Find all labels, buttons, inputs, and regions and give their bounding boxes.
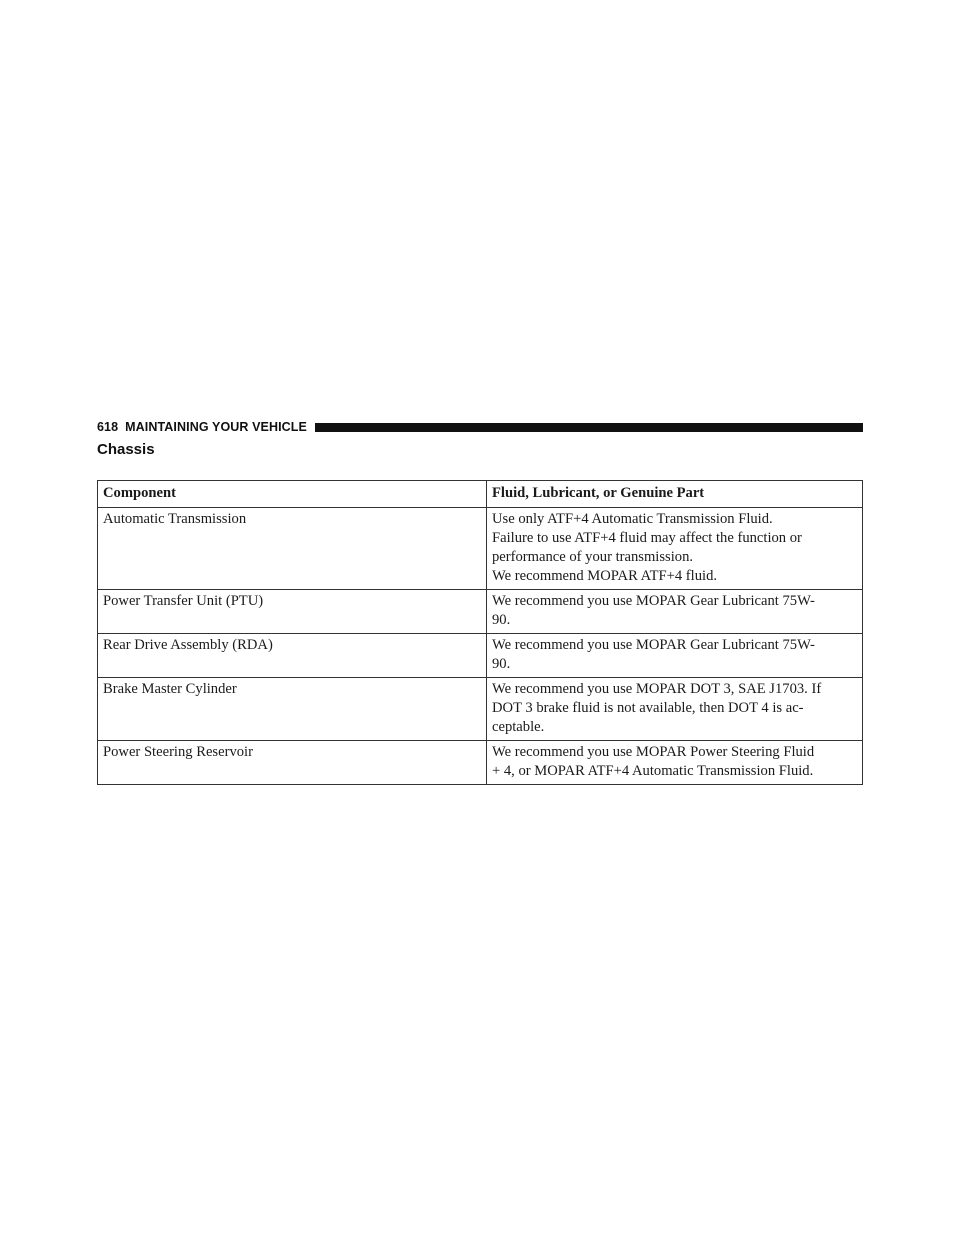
fluid-cell — [487, 590, 863, 634]
component-cell: Automatic Transmission — [98, 508, 487, 590]
fluids-table — [97, 480, 863, 785]
fluid-line: We recommend you use MOPAR Gear Lubricant 75W- — [492, 637, 815, 653]
component-cell: Brake Master Cylinder — [98, 678, 487, 741]
header-rule — [315, 423, 863, 432]
component-cell: Rear Drive Assembly (RDA) — [98, 634, 487, 678]
page-number: 618 — [97, 420, 119, 434]
table-header-row — [98, 481, 863, 508]
table-row — [98, 741, 863, 785]
table-row — [98, 590, 863, 634]
table-row — [98, 634, 863, 678]
fluid-line: 90. — [492, 612, 511, 628]
fluid-line: We recommend you use MOPAR DOT 3, SAE J1703. If — [492, 681, 822, 697]
fluid-cell — [487, 741, 863, 785]
column-header-component: Component — [98, 481, 487, 508]
fluid-line: We recommend MOPAR ATF+4 fluid. — [492, 568, 718, 584]
fluid-cell — [487, 634, 863, 678]
fluid-line: We recommend you use MOPAR Power Steering Fluid — [492, 744, 815, 760]
fluid-line: performance of your transmission. — [492, 549, 694, 565]
page-header — [97, 418, 863, 436]
table-row — [98, 678, 863, 741]
section-title: Chassis — [97, 441, 155, 458]
fluid-line: ceptable. — [492, 719, 545, 735]
fluid-line: Use only ATF+4 Automatic Transmission Fluid. — [492, 511, 773, 527]
fluid-line: We recommend you use MOPAR Gear Lubricant 75W- — [492, 593, 815, 609]
fluid-line: Failure to use ATF+4 fluid may affect the function or — [492, 530, 802, 546]
fluid-cell — [487, 508, 863, 590]
fluid-line: DOT 3 brake fluid is not available, then DOT 4 is ac- — [492, 700, 804, 716]
component-cell: Power Steering Reservoir — [98, 741, 487, 785]
component-cell: Power Transfer Unit (PTU) — [98, 590, 487, 634]
fluid-cell — [487, 678, 863, 741]
fluid-line: 90. — [492, 656, 511, 672]
table-row — [98, 508, 863, 590]
column-header-fluid: Fluid, Lubricant, or Genuine Part — [487, 481, 863, 508]
section-name: MAINTAINING YOUR VEHICLE — [125, 420, 307, 434]
fluid-line: + 4, or MOPAR ATF+4 Automatic Transmission Fluid. — [492, 763, 814, 779]
